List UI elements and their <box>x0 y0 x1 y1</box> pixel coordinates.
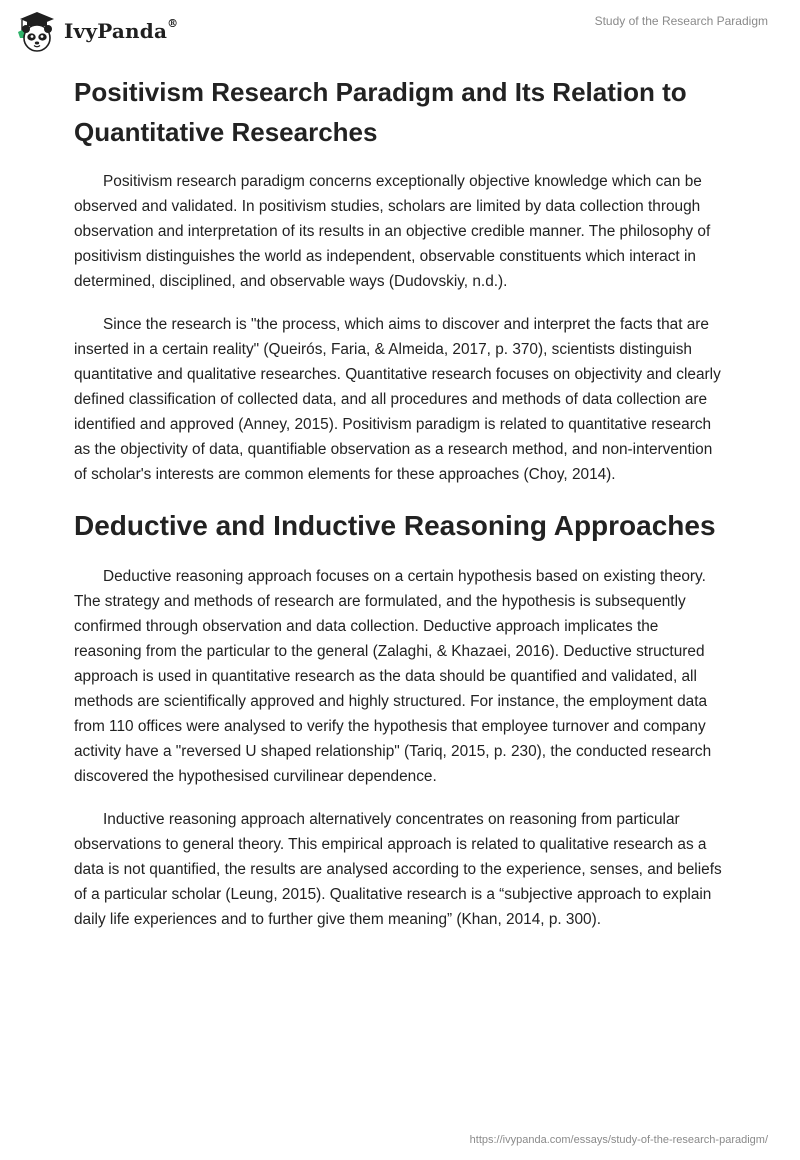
section-positivism <box>74 72 728 487</box>
essay-content <box>74 72 728 950</box>
brand-name: IvyPanda® <box>64 17 179 43</box>
section-reasoning <box>74 505 728 932</box>
paragraph: Since the research is "the process, which aims to discover and interpret the facts that are inserted in a certain reality" (Queirós, Faria, & Almeida, 2017, p. 370), scientists distinguish quantitative and qualitative researches. Quantitative research focuses on objectivity and clearly defined classification of collected data, and all procedures and methods of data collection are identified and approved (Anney, 2015). Positivism paradigm is related to quantitative research as the objectivity of data, quantifiable observation as a research method, and non-intervention of scholar's interests are common elements for these approaches (Choy, 2014). <box>74 316 721 483</box>
paragraph: Positivism research paradigm concerns exceptionally objective knowledge which can be observed and validated. In positivism studies, scholars are limited by data collection through observation and interpretation of its results in an objective credible manner. The philosophy of positivism distinguishes the world as independent, observable constituents which interact in determined, disciplined, and observable ways (Dudovskiy, n.d.). <box>74 173 711 290</box>
section-heading: Positivism Research Paradigm and Its Relation to Quantitative Researches <box>74 77 687 147</box>
section-heading: Deductive and Inductive Reasoning Approaches <box>74 510 716 541</box>
source-url[interactable]: https://ivypanda.com/essays/study-of-the-research-paradigm/ <box>469 1134 768 1146</box>
paragraph: Inductive reasoning approach alternatively concentrates on reasoning from particular observations to general theory. This empirical approach is related to qualitative research as a data is not quantified, the results are analysed according to the experience, senses, and beliefs of a particular scholar (Leung, 2015). Qualitative research is a “subjective approach to explain daily life experiences and to further give them meaning” (Khan, 2014, p. 300). <box>74 811 722 928</box>
document-title: Study of the Research Paradigm <box>594 14 768 28</box>
page-header <box>0 0 800 56</box>
panda-graduate-icon <box>14 8 60 54</box>
ivypanda-logo[interactable] <box>14 8 178 54</box>
paragraph: Deductive reasoning approach focuses on a certain hypothesis based on existing theory. The strategy and methods of research are formulated, and the hypothesis is subsequently confirmed through observation and data collection. Deductive approach implicates the reasoning from the particular to the general (Zalaghi, & Khazaei, 2016). Deductive structured approach is used in quantitative research as the data should be quantified and validated, all methods are scientifically approved and highly structured. For instance, the employment data from 110 offices were analysed to verify the hypothesis that employee turnover and company activity have a "reversed U shaped relationship" (Tariq, 2015, p. 230), the conducted research discovered the hypothesised curvilinear dependence. <box>74 568 712 785</box>
